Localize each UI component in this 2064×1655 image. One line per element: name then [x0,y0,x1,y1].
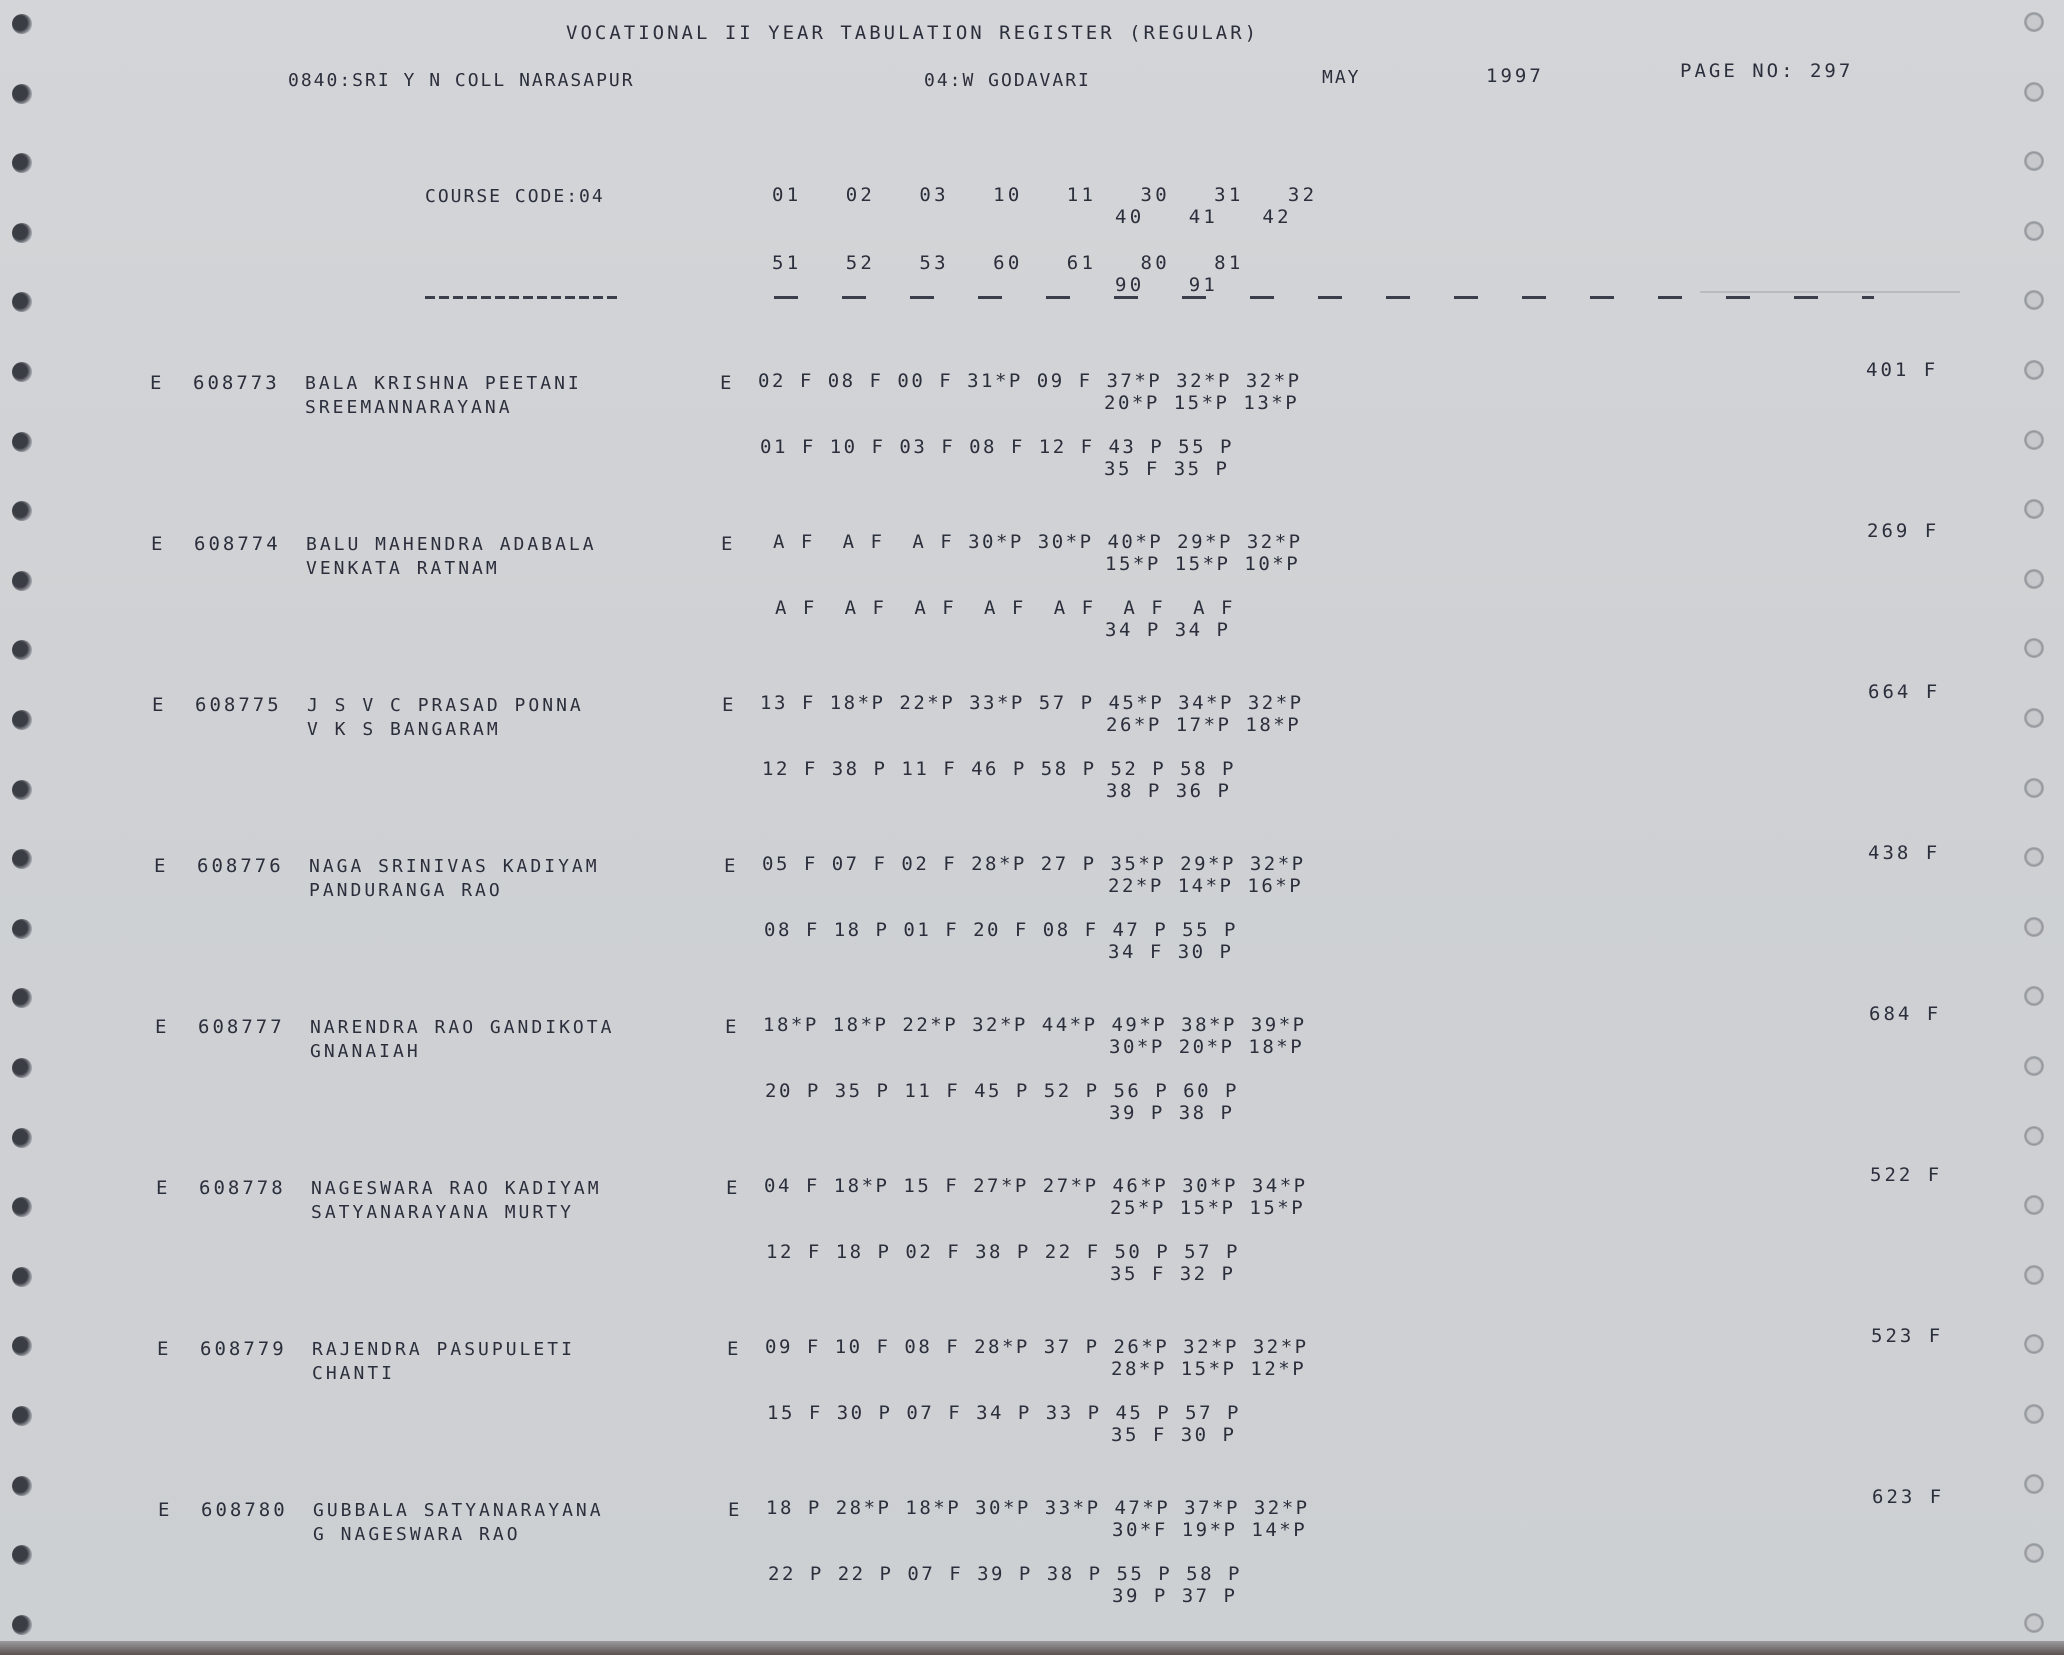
student-name-second-line: VENKATA RATNAM [306,558,500,579]
tractor-hole [2024,1265,2044,1285]
tractor-hole [12,1476,32,1496]
marks-row2: 20 P 35 P 11 F 45 P 52 P 56 P 60 P [765,1080,1239,1102]
district-code: 04:W GODAVARI [924,70,1091,91]
tractor-hole [2024,82,2044,102]
student-name: GUBBALA SATYANARAYANA [313,1500,604,1521]
hall-ticket-number: 608779 [200,1338,287,1360]
student-name: BALA KRISHNA PEETANI [305,373,582,394]
paper-crease [1700,291,1960,293]
marks-row1-continued: 30*F 19*P 14*P [1112,1519,1308,1541]
tractor-hole [12,1128,32,1148]
tractor-hole [2024,569,2044,589]
tractor-hole [2024,12,2044,32]
grand-total-result: 523 F [1871,1325,1944,1347]
exam-type-flag: E [150,372,165,394]
hall-ticket-number: 608774 [194,533,281,555]
marks-row2-continued: 34 F 30 P [1108,941,1234,963]
marks-row2-continued: 35 F 30 P [1111,1424,1237,1446]
grand-total-result: 664 F [1868,681,1941,703]
table-edge [0,1641,2064,1655]
page-number: PAGE NO: 297 [1680,60,1854,82]
marks-row1: 18 P 28*P 18*P 30*P 33*P 47*P 37*P 32*P [766,1497,1310,1519]
marks-row1-continued: 25*P 15*P 15*P [1110,1197,1306,1219]
marks-row2-continued: 39 P 38 P [1109,1102,1235,1124]
hall-ticket-number: 608780 [201,1499,288,1521]
marks-row1-continued: 15*P 15*P 10*P [1105,553,1301,575]
tractor-hole [2024,1334,2044,1354]
exam-type-flag: E [158,1499,173,1521]
marks-row1: 09 F 10 F 08 F 28*P 37 P 26*P 32*P 32*P [765,1336,1309,1358]
subject-codes-row2b: 90 91 [1115,274,1219,296]
marks-row2-continued: 35 F 32 P [1110,1263,1236,1285]
tractor-hole [2024,430,2044,450]
marks-row2: 01 F 10 F 03 F 08 F 12 F 43 P 55 P [760,436,1234,458]
marks-row2: 08 F 18 P 01 F 20 F 08 F 47 P 55 P [764,919,1238,941]
student-name: J S V C PRASAD PONNA [307,695,584,716]
tractor-hole [12,1615,32,1635]
tractor-hole [2024,847,2044,867]
marks-row2-continued: 34 P 34 P [1105,619,1231,641]
tractor-hole [2024,1126,2044,1146]
tractor-hole [12,362,32,382]
tractor-hole [12,84,32,104]
tractor-hole [12,432,32,452]
marks-row2-continued: 35 F 35 P [1104,458,1230,480]
tractor-hole [12,1267,32,1287]
section-flag: E [725,1016,740,1038]
tractor-hole [12,14,32,34]
section-flag: E [722,694,737,716]
tractor-hole [12,223,32,243]
student-name-second-line: G NAGESWARA RAO [313,1524,521,1545]
section-flag: E [720,372,735,394]
student-name-second-line: CHANTI [312,1363,396,1384]
student-name: BALU MAHENDRA ADABALA [306,534,597,555]
section-flag: E [721,533,736,555]
marks-row1: 18*P 18*P 22*P 32*P 44*P 49*P 38*P 39*P [763,1014,1307,1036]
student-name: NAGA SRINIVAS KADIYAM [309,856,600,877]
section-flag: E [726,1177,741,1199]
grand-total-result: 684 F [1869,1003,1942,1025]
marks-row1-continued: 30*P 20*P 18*P [1109,1036,1305,1058]
right-tractor-holes [2014,0,2054,1641]
student-name-second-line: GNANAIAH [310,1041,421,1062]
tractor-hole [2024,917,2044,937]
marks-row1-continued: 22*P 14*P 16*P [1108,875,1304,897]
tractor-hole [12,640,32,660]
tractor-hole [2024,1543,2044,1563]
tractor-hole [12,1545,32,1565]
student-name-second-line: SATYANARAYANA MURTY [311,1202,574,1223]
tractor-hole [2024,151,2044,171]
marks-row1-continued: 28*P 15*P 12*P [1111,1358,1307,1380]
course-underline [425,296,621,299]
section-flag: E [727,1338,742,1360]
tractor-hole [2024,1474,2044,1494]
exam-type-flag: E [152,694,167,716]
grand-total-result: 623 F [1872,1486,1945,1508]
hall-ticket-number: 608776 [197,855,284,877]
student-name: NAGESWARA RAO KADIYAM [311,1178,602,1199]
exam-type-flag: E [155,1016,170,1038]
section-flag: E [728,1499,743,1521]
exam-type-flag: E [154,855,169,877]
student-name-second-line: PANDURANGA RAO [309,880,503,901]
marks-row1: 05 F 07 F 02 F 28*P 27 P 35*P 29*P 32*P [762,853,1306,875]
tractor-hole [12,501,32,521]
left-tractor-holes [2,0,42,1641]
grand-total-result: 269 F [1867,520,1940,542]
marks-row1-continued: 26*P 17*P 18*P [1106,714,1302,736]
tractor-hole [2024,360,2044,380]
tractor-hole [12,988,32,1008]
marks-row1-continued: 20*P 15*P 13*P [1104,392,1300,414]
tractor-hole [2024,221,2044,241]
marks-row2: 15 F 30 P 07 F 34 P 33 P 45 P 57 P [767,1402,1241,1424]
student-name-second-line: SREEMANNARAYANA [305,397,513,418]
tractor-hole [2024,1613,2044,1633]
tractor-hole [2024,1056,2044,1076]
student-name-second-line: V K S BANGARAM [307,719,501,740]
marks-row2: 12 F 38 P 11 F 46 P 58 P 52 P 58 P [762,758,1236,780]
course-code-label: COURSE CODE:04 [425,186,605,207]
hall-ticket-number: 608773 [193,372,280,394]
tractor-hole [2024,986,2044,1006]
student-name: RAJENDRA PASUPULETI [312,1339,575,1360]
tractor-hole [2024,1195,2044,1215]
student-name: NARENDRA RAO GANDIKOTA [310,1017,615,1038]
marks-row2: 22 P 22 P 07 F 39 P 38 P 55 P 58 P [768,1563,1242,1585]
exam-year: 1997 [1486,65,1544,87]
exam-type-flag: E [151,533,166,555]
marks-row2-continued: 39 P 37 P [1112,1585,1238,1607]
register-title: VOCATIONAL II YEAR TABULATION REGISTER (REGULAR) [566,22,1260,44]
marks-row1: A F A F A F 30*P 30*P 40*P 29*P 32*P [759,531,1303,553]
grand-total-result: 522 F [1870,1164,1943,1186]
tractor-hole [12,292,32,312]
tractor-hole [2024,778,2044,798]
marks-row1: 02 F 08 F 00 F 31*P 09 F 37*P 32*P 32*P [758,370,1302,392]
marks-row2: A F A F A F A F A F A F A F [761,597,1235,619]
column-dash-line [774,296,1874,299]
grand-total-result: 401 F [1866,359,1939,381]
subject-codes-row1b: 40 41 42 [1115,206,1292,228]
tractor-hole [2024,1404,2044,1424]
subject-codes-row2: 51 52 53 60 61 80 81 [772,252,1244,274]
exam-type-flag: E [157,1338,172,1360]
grand-total-result: 438 F [1868,842,1941,864]
marks-row2: 12 F 18 P 02 F 38 P 22 F 50 P 57 P [766,1241,1240,1263]
tractor-hole [2024,499,2044,519]
hall-ticket-number: 608777 [198,1016,285,1038]
tractor-hole [12,919,32,939]
tractor-hole [12,780,32,800]
marks-row1: 13 F 18*P 22*P 33*P 57 P 45*P 34*P 32*P [760,692,1304,714]
marks-row1: 04 F 18*P 15 F 27*P 27*P 46*P 30*P 34*P [764,1175,1308,1197]
college-code: 0840:SRI Y N COLL NARASAPUR [288,70,635,91]
exam-type-flag: E [156,1177,171,1199]
hall-ticket-number: 608775 [195,694,282,716]
tractor-hole [12,571,32,591]
tractor-hole [2024,638,2044,658]
tractor-hole [12,710,32,730]
tractor-hole [2024,708,2044,728]
section-flag: E [724,855,739,877]
tractor-hole [12,153,32,173]
tractor-hole [12,1058,32,1078]
tractor-hole [12,1406,32,1426]
tractor-hole [12,849,32,869]
hall-ticket-number: 608778 [199,1177,286,1199]
tractor-hole [12,1197,32,1217]
tractor-hole [2024,290,2044,310]
marks-row2-continued: 38 P 36 P [1106,780,1232,802]
tractor-hole [12,1336,32,1356]
subject-codes-row1: 01 02 03 10 11 30 31 32 [772,184,1318,206]
exam-month: MAY [1322,67,1361,88]
